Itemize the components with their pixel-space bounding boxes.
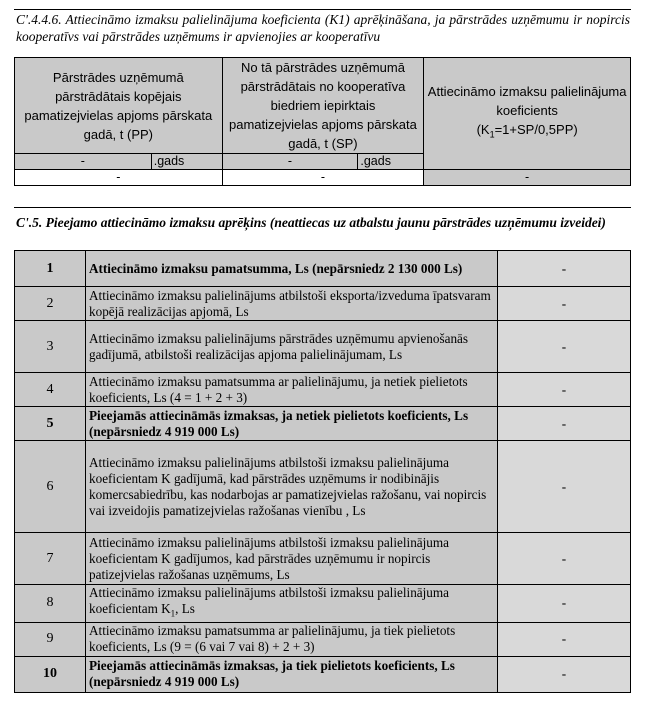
row-label: Attiecināmo izmaksu pamatsumma, Ls (nepārsniedz 2 130 000 Ls) bbox=[86, 251, 498, 287]
pp-year-field[interactable]: .gads bbox=[151, 154, 222, 170]
section-calc-title: C'.5. Pieejamo attiecināmo izmaksu aprēķins (neattiecas uz atbalstu jaunu pārstrādes uzņēmumu izveidei) bbox=[16, 215, 606, 230]
sp-value-field[interactable]: - bbox=[222, 154, 358, 170]
row-number: 7 bbox=[15, 533, 86, 585]
k1-header bbox=[424, 58, 631, 170]
row-value-field[interactable]: - bbox=[498, 287, 631, 321]
table-row bbox=[15, 321, 631, 373]
calc-table bbox=[14, 250, 631, 693]
row-number: 3 bbox=[15, 321, 86, 373]
row-value-field[interactable]: - bbox=[498, 656, 631, 692]
top-rule bbox=[14, 9, 631, 10]
k1-result: - bbox=[424, 170, 631, 186]
table-row bbox=[15, 407, 631, 441]
row-value-field[interactable]: - bbox=[498, 373, 631, 407]
table-row bbox=[15, 251, 631, 287]
table-row bbox=[15, 585, 631, 623]
row-value-field[interactable]: - bbox=[498, 407, 631, 441]
k1-table bbox=[14, 57, 631, 186]
row-label: Attiecināmo izmaksu palielinājums atbilstoši izmaksu palielinājuma koeficientam K gadījumos, kad pārstrādes uzņēmumu ir nopircis patizejvielas ražošanas uzņēmums, Ls bbox=[86, 533, 498, 585]
row-label: Attiecināmo izmaksu pamatsumma ar palielinājumu, ja tiek pielietots koeficients, Ls (9 = (6 vai 7 vai 8) + 2 + 3) bbox=[86, 622, 498, 656]
row-number: 4 bbox=[15, 373, 86, 407]
row-label: Attiecināmo izmaksu palielinājums atbilstoši izmaksu palielinājuma koeficientam $K_1$, Ls bbox=[86, 585, 498, 623]
section-calc-rule bbox=[14, 207, 631, 208]
row-number: 1 bbox=[15, 251, 86, 287]
table-row bbox=[15, 533, 631, 585]
table-row bbox=[15, 441, 631, 533]
row-value-field[interactable]: - bbox=[498, 622, 631, 656]
sp-result: - bbox=[222, 170, 424, 186]
sp-header: No tā pārstrādes uzņēmumā pārstrādātais no kooperatīva biedriem iepirktais pamatizejvielas apjoms pārskata gadā, t (SP) bbox=[222, 58, 424, 154]
section-k1-title: C'.4.4.6. Attiecināmo izmaksu palielinājuma koeficienta (K1) aprēķināšana, ja pārstrādes uzņēmumu ir nopircis kooperatīvs vai pārstrādes uzņēmums ir apvienojies ar kooperatīvu bbox=[16, 12, 630, 44]
row-label: Attiecināmo izmaksu palielinājums atbilstoši eksporta/izveduma īpatsvaram kopējā realizācijas apjomā, Ls bbox=[86, 287, 498, 321]
sp-year-field[interactable]: .gads bbox=[358, 154, 424, 170]
table-row bbox=[15, 287, 631, 321]
row-label: Pieejamās attiecināmās izmaksas, ja tiek pielietots koeficients, Ls (nepārsniedz 4 919 000 Ls) bbox=[86, 656, 498, 692]
k1-header-formula: $(K_1=1+SP/0,5PP)$ bbox=[476, 122, 578, 140]
row-number: 8 bbox=[15, 585, 86, 623]
table-row bbox=[15, 622, 631, 656]
row-value-field[interactable]: - bbox=[498, 585, 631, 623]
pp-header: Pārstrādes uzņēmumā pārstrādātais kopējais pamatizejvielas apjoms pārskata gadā, t (PP) bbox=[15, 58, 223, 154]
row-number: 6 bbox=[15, 441, 86, 533]
row-label: Attiecināmo izmaksu palielinājums atbilstoši izmaksu palielinājuma koeficientam K gadījumā, kad pārstrādes uzņēmums ir nodibinājis komercsabiedrību, kas nodarbojas ar pamatizejvielas ražošanu, vai nopircis vai izveidojis pamatizejvielas ražošanas vienību , Ls bbox=[86, 441, 498, 533]
row-number: 10 bbox=[15, 656, 86, 692]
pp-result: - bbox=[15, 170, 223, 186]
k1-header-label: Attiecināmo izmaksu palielinājuma koeficients bbox=[427, 84, 627, 119]
row-number: 9 bbox=[15, 622, 86, 656]
row-number: 5 bbox=[15, 407, 86, 441]
row-label: Attiecināmo izmaksu palielinājums pārstrādes uzņēmumu apvienošanās gadījumā, atbilstoši realizācijas apjoma palielinājumam, Ls bbox=[86, 321, 498, 373]
row-label: Attiecināmo izmaksu pamatsumma ar palielinājumu, ja netiek pielietots koeficients, Ls (4 = 1 + 2 + 3) bbox=[86, 373, 498, 407]
row-value-field[interactable]: - bbox=[498, 321, 631, 373]
table-row bbox=[15, 656, 631, 692]
row-value-field[interactable]: - bbox=[498, 251, 631, 287]
row-value-field[interactable]: - bbox=[498, 441, 631, 533]
row-value-field[interactable]: - bbox=[498, 533, 631, 585]
table-row bbox=[15, 373, 631, 407]
pp-value-field[interactable]: - bbox=[15, 154, 152, 170]
row-number: 2 bbox=[15, 287, 86, 321]
row-label: Pieejamās attiecināmās izmaksas, ja netiek pielietots koeficients, Ls (nepārsniedz 4 919 000 Ls) bbox=[86, 407, 498, 441]
